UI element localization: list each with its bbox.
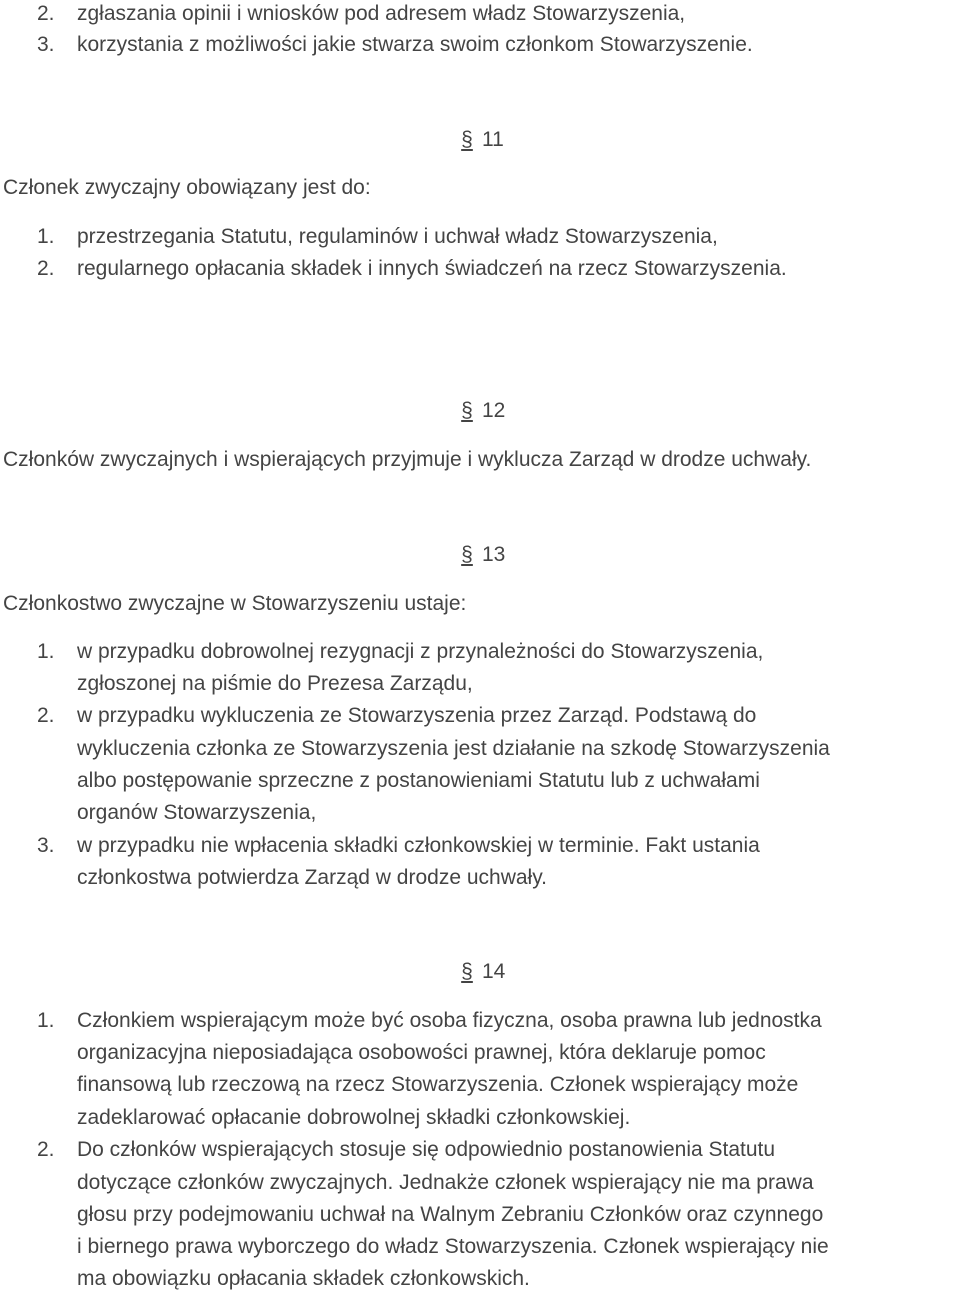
section-sign: § <box>461 960 473 983</box>
list-number: 3. <box>37 834 55 857</box>
list-item-text: w przypadku nie wpłacenia składki członkowskiej w terminie. Fakt ustania <box>77 834 760 857</box>
list-number: 1. <box>37 640 55 663</box>
list-number: 2. <box>37 2 55 25</box>
section-number: 14 <box>482 960 506 983</box>
section-heading-13 <box>458 539 505 571</box>
list-item-text: zgłoszonej na piśmie do Prezesa Zarządu, <box>77 672 473 695</box>
section-heading-11 <box>458 124 504 156</box>
list-item-text: członkostwa potwierdza Zarząd w drodze uchwały. <box>77 866 547 889</box>
list-item-text: w przypadku dobrowolnej rezygnacji z przynależności do Stowarzyszenia, <box>77 640 764 663</box>
list-item-text: zgłaszania opinii i wniosków pod adresem władz Stowarzyszenia, <box>77 2 686 25</box>
list-item-text: przestrzegania Statutu, regulaminów i uchwał władz Stowarzyszenia, <box>77 225 718 248</box>
list-item-text: Członkiem wspierającym może być osoba fizyczna, osoba prawna lub jednostka <box>77 1009 822 1032</box>
list-item-text: organów Stowarzyszenia, <box>77 801 317 824</box>
list-number: 2. <box>37 257 55 280</box>
section-number: 11 <box>482 128 504 151</box>
section-text: Członków zwyczajnych i wspierających przyjmuje i wyklucza Zarząd w drodze uchwały. <box>3 448 812 471</box>
list-number: 1. <box>37 225 55 248</box>
list-item-text: korzystania z możliwości jakie stwarza swoim członkom Stowarzyszenie. <box>77 33 753 56</box>
list-item-text: wykluczenia członka ze Stowarzyszenia jest działanie na szkodę Stowarzyszenia <box>77 737 830 760</box>
section-intro: Członek zwyczajny obowiązany jest do: <box>3 176 371 199</box>
section-heading-12 <box>458 395 505 427</box>
list-number: 3. <box>37 33 55 56</box>
section-heading-14 <box>458 956 505 988</box>
section-number: 12 <box>482 399 506 422</box>
section-sign: § <box>461 543 473 566</box>
section-number: 13 <box>482 543 506 566</box>
section-sign: § <box>461 399 473 422</box>
list-item-text: ma obowiązku opłacania składek członkowskich. <box>77 1267 530 1290</box>
list-number: 1. <box>37 1009 55 1032</box>
list-item-text: i biernego prawa wyborczego do władz Stowarzyszenia. Członek wspierający nie <box>77 1235 829 1258</box>
list-item-text: Do członków wspierających stosuje się odpowiednio postanowienia Statutu <box>77 1138 776 1161</box>
list-number: 2. <box>37 704 55 727</box>
list-item-text: organizacyjna nieposiadająca osobowości prawnej, która deklaruje pomoc <box>77 1041 766 1064</box>
section-intro: Członkostwo zwyczajne w Stowarzyszeniu ustaje: <box>3 592 467 615</box>
list-item-text: dotyczące członków zwyczajnych. Jednakże członek wspierający nie ma prawa <box>77 1171 814 1194</box>
list-item-text: finansową lub rzeczową na rzecz Stowarzyszenia. Członek wspierający może <box>77 1073 799 1096</box>
list-item-text: zadeklarować opłacanie dobrowolnej składki członkowskiej. <box>77 1106 631 1129</box>
list-item-text: albo postępowanie sprzeczne z postanowieniami Statutu lub z uchwałami <box>77 769 760 792</box>
list-item-text: regularnego opłacania składek i innych świadczeń na rzecz Stowarzyszenia. <box>77 257 787 280</box>
list-item-text: w przypadku wykluczenia ze Stowarzyszenia przez Zarząd. Podstawą do <box>77 704 757 727</box>
section-sign: § <box>461 128 473 151</box>
list-number: 2. <box>37 1138 55 1161</box>
list-item-text: głosu przy podejmowaniu uchwał na Walnym Zebraniu Członków oraz czynnego <box>77 1203 824 1226</box>
